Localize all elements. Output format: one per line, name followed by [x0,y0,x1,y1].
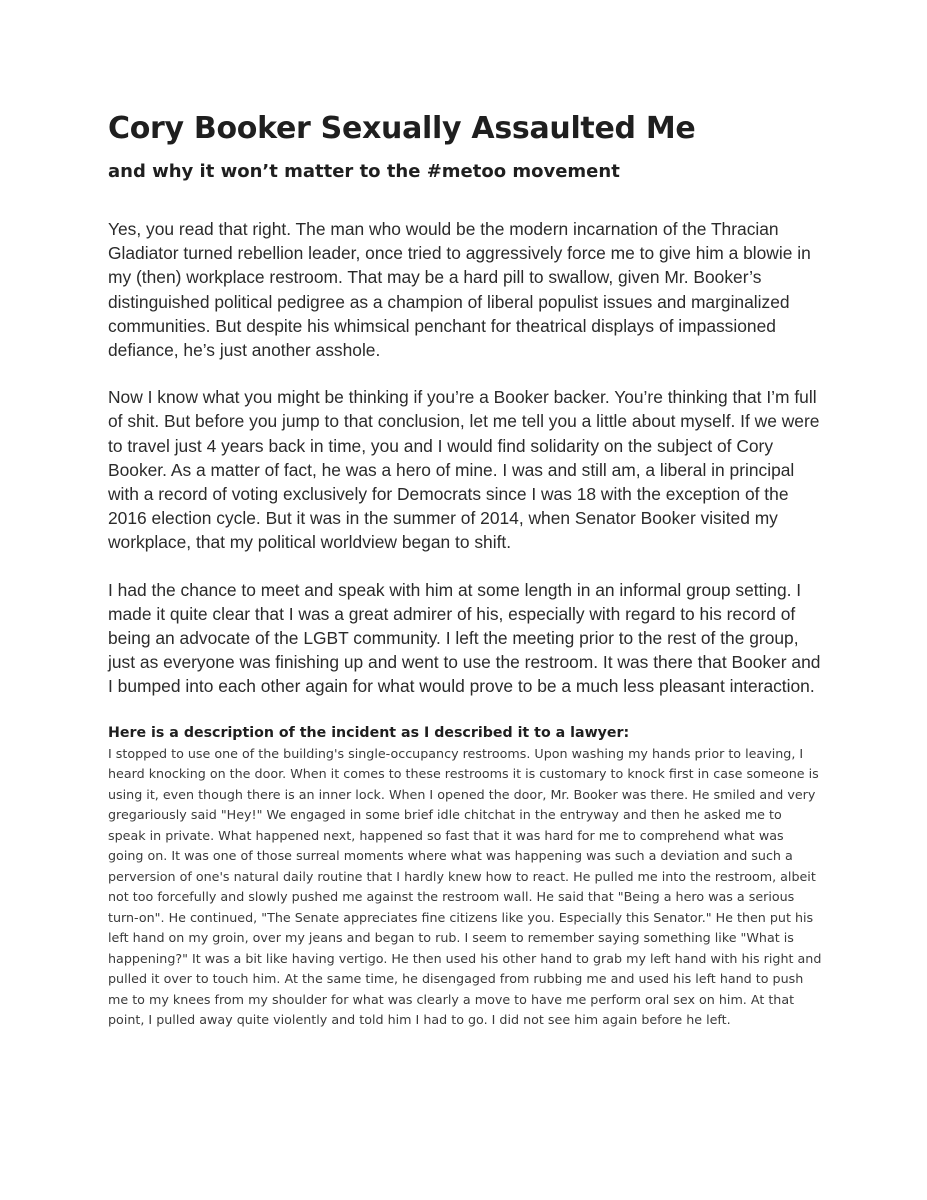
document-subtitle: and why it won’t matter to the #metoo movement [108,161,620,182]
body-paragraph-3: I had the chance to meet and speak with him at some length in an informal group setting. I made it quite clear that I was a great admirer of his, especially with regard to his record of being an advocate of the LGBT community. I left the meeting prior to the rest of the group, just as everyone was finishing up and went to use the restroom. It was there that Booker and I bumped into each other again for what would prove to be a much less pleasant interaction. [108,579,821,697]
body-paragraph-2: Now I know what you might be thinking if you’re a Booker backer. You’re thinking that I’m full of shit. But before you jump to that conclusion, let me tell you a little about myself. If we were to travel just 4 years back in time, you and I would find solidarity on the subject of Cory Booker. As a matter of fact, he was a hero of mine. I was and still am, a liberal in principal with a record of voting exclusively for Democrats since I was 18 with the exception of the 2016 election cycle. But it was in the summer of 2014, when Senator Booker visited my workplace, that my political worldview began to shift. [108,387,820,553]
incident-description: I stopped to use one of the building's single-occupancy restrooms. Upon washing my hands prior to leaving, I heard knocking on the door. When it comes to these restrooms it is customary to knock first in case someone is using it, even though there is an inner lock. When I opened the door, Mr. Booker was there. He smiled and very gregariously said "Hey!" We engaged in some brief idle chitchat in the entryway and then he asked me to speak in private. What happened next, happened so fast that it was hard for me to comprehend what was going on. It was one of those surreal moments where what was happening was such a deviation and such a perversion of one's natural daily routine that I hardly knew how to react. He pulled me into the restroom, albeit not too forcefully and slowly pushed me against the restroom wall. He said that "Being a hero was a serious turn-on". He continued, "The Senate appreciates fine citizens like you. Especially this Senator." He then put his left hand on my groin, over my jeans and began to rub. I seem to remember saying something like "What is happening?" It was a bit like having vertigo. He then used his other hand to grab my left hand with his right and pulled it over to touch him. At the same time, he disengaged from rubbing me and used his left hand to push me to my knees from my shoulder for what was clearly a move to have me perform oral sex on him. At that point, I pulled away quite violently and told him I had to go. I did not see him again before he left. [108,745,822,1028]
document-title: Cory Booker Sexually Assaulted Me [108,111,696,146]
document-page [108,108,823,1031]
body-paragraph-1: Yes, you read that right. The man who would be the modern incarnation of the Thracian Gladiator turned rebellion leader, once tried to aggressively force me to give him a blowie in my (then) workplace restroom. That may be a hard pill to swallow, given Mr. Booker’s distinguished political pedigree as a champion of liberal populist issues and marginalized communities. But despite his whimsical penchant for theatrical displays of impassioned defiance, he’s just another asshole. [108,219,811,361]
incident-heading: Here is a description of the incident as I described it to a lawyer: [108,724,630,741]
